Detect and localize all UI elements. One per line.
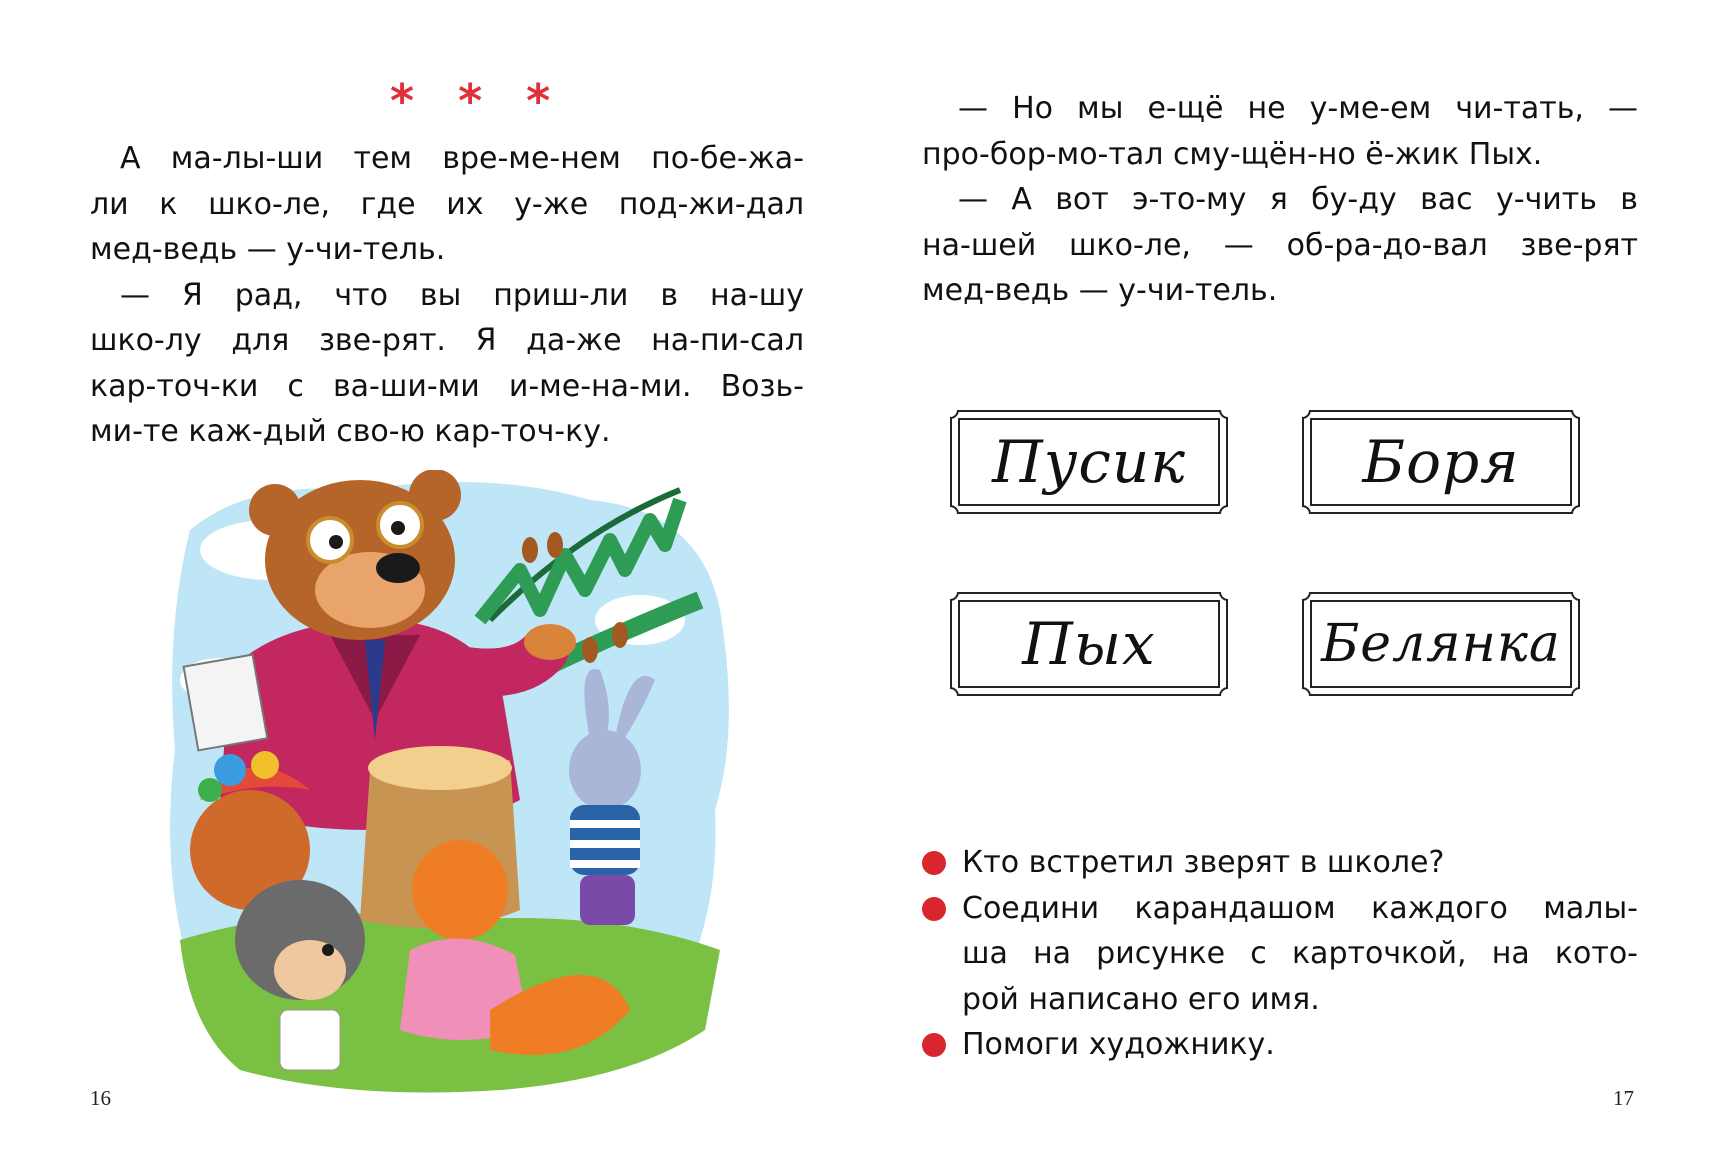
- question-item: [922, 1022, 1638, 1068]
- question-line: рой написано его имя.: [962, 981, 1320, 1017]
- name-card: [950, 592, 1228, 696]
- text-line: А ма-лы-ши тем вре-ме-нем по-бе-жа-: [120, 141, 804, 176]
- name-card-label: Пусик: [992, 428, 1186, 496]
- text-line: кар-точ-ки с ва-ши-ми и-ме-на-ми. Возь-: [90, 368, 804, 404]
- question-line: Соедини карандашом каждого малы-: [962, 890, 1638, 926]
- page-number: 17: [1613, 1086, 1634, 1110]
- text-line: на-шей шко-ле, — об-ра-до-вал зве-рят: [922, 227, 1638, 263]
- question-line: ша на рисунке с карточкой, на кото-: [962, 936, 1638, 971]
- text-line: — Я рад, что вы приш-ли в на-шу: [120, 277, 804, 313]
- red-bullet-icon: [922, 1033, 946, 1057]
- text-line: ли к шко-ле, где их у-же под-жи-дал: [90, 186, 804, 222]
- question-line: Помоги художнику.: [962, 1027, 1275, 1062]
- page-number: 16: [90, 1086, 111, 1110]
- name-card-label: Боря: [1362, 428, 1520, 496]
- text-line: мед-ведь — у-чи-тель.: [922, 273, 1278, 308]
- name-card-label: Пых: [1022, 610, 1156, 678]
- left-page-text: [90, 136, 804, 455]
- text-line: — Но мы е-щё не у-ме-ем чи-тать, —: [958, 91, 1638, 126]
- name-card: [1302, 410, 1580, 514]
- name-card: [950, 410, 1228, 514]
- text-line: про-бор-мо-тал сму-щён-но ё-жик Пых.: [922, 136, 1543, 172]
- question-item: [922, 886, 1638, 1023]
- name-card: [1302, 592, 1580, 696]
- red-bullet-icon: [922, 851, 946, 875]
- bear-teacher-illustration: [160, 470, 740, 1110]
- name-card-label: Белянка: [1321, 614, 1561, 674]
- text-line: мед-ведь — у-чи-тель.: [90, 232, 446, 267]
- red-bullet-icon: [922, 897, 946, 921]
- text-line: ми-те каж-дый сво-ю кар-точ-ку.: [90, 414, 611, 449]
- questions-list: [922, 840, 1638, 1068]
- right-page-text: [922, 86, 1638, 314]
- section-stars-ornament: * * *: [390, 74, 565, 128]
- text-line: — А вот э-то-му я бу-ду вас у-чить в: [958, 182, 1638, 217]
- text-line: шко-лу для зве-рят. Я да-же на-пи-сал: [90, 323, 804, 358]
- question-item: [922, 840, 1638, 886]
- question-line: Кто встретил зверят в школе?: [962, 845, 1445, 880]
